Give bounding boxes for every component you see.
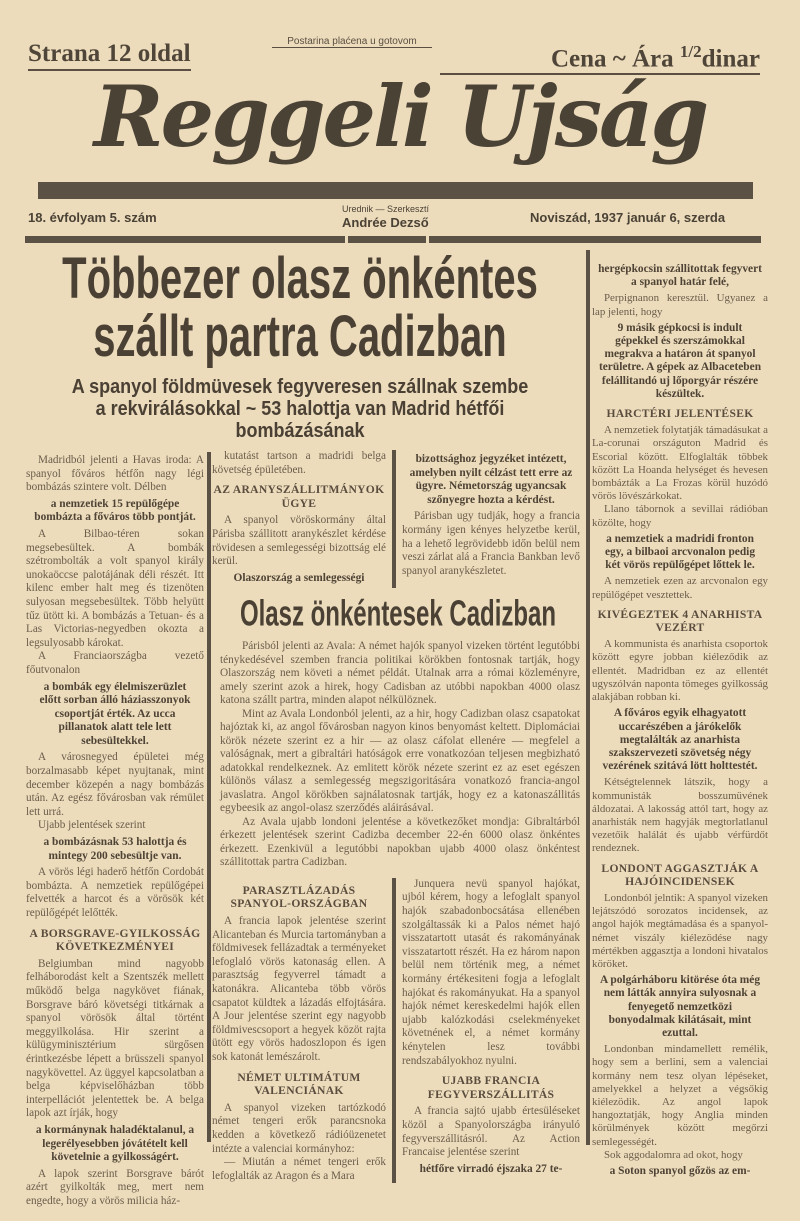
column-rule <box>207 452 211 1142</box>
wide-article <box>212 640 584 870</box>
paragraph: A spanyol vizeken tartózkodó német tengeri erők parancsnoka kedden a következő rádióüzenetet intézte a valenciai kormányhoz: <box>212 1101 386 1155</box>
column-rule <box>586 250 590 1145</box>
bold-paragraph: a kormánynak haladéktalanul, a legerélyesebben jóvátételt kell követelnie a gyilkosságért. <box>35 1123 195 1164</box>
postage-note: Postarina plaćena u gotovom <box>272 36 432 48</box>
column-4 <box>592 260 768 1181</box>
volume-number: 18. évfolyam 5. szám <box>28 210 157 225</box>
bold-paragraph: 9 másik gépkocsi is indult gépekkel és szerszámokkal megrakva a határon át spanyol területre. A gépek az Albaceteben felállitandó uj lőporgyár részére készültek. <box>598 321 762 400</box>
paragraph: A kommunista és anarhista csoportok között egyre jobban kiéleződik az ellentét. Madridban ez az ellentét ugyszólván naponta tömeges gyilkosság alakjában robban ki. <box>592 638 768 704</box>
column-3-top <box>392 450 580 588</box>
bold-paragraph: hergépkocsin szállitottak fegyvert a spanyol határ felé, <box>598 263 762 289</box>
bold-paragraph: bizottsághoz jegyzéket intézett, amelyben nyilt célzást tett erre az ügyre. Németország ugyancsak szőnyegre hozta a kérdést. <box>409 453 573 506</box>
bold-paragraph: a nemzetiek 15 repülőgépe bombázta a főváros több pontját. <box>34 497 196 524</box>
paragraph: Madridból jelenti a Havas iroda: A spanyol főváros hétfőn nagy légi bombázás szintere volt. Délben <box>26 454 204 494</box>
paragraph: A Bilbao-téren sokan megsebesültek. A bombák szétrombolták a volt spanyol király unokaöccse palotájának déli részét. Itt kilenc ember halt meg és tizenöten sulyosan megsebesültek. Több helyütt tűz ütött ki. A bombázás a Tetuan- és a Las Victorias-negyedben okozta a legsulyosabb károkat. <box>26 527 204 649</box>
paragraph: Párisban ugy tudják, hogy a francia kormány igen kényes helyzetbe kerül, ha a lehető legrövidebb időn belül nem veszi zárlat alá a Francia Bankban levő spanyol aranykészletet. <box>402 510 580 577</box>
page-count: Strana 12 oldal <box>28 40 191 71</box>
paragraph: Perpignanon keresztül. Ugyanez a lap jelenti, hogy <box>592 292 768 318</box>
paragraph: A nemzetiek folytatják támadásukat a La-corunai országuton Madrid és Escorial között. Elfoglalták többek között La Hoanda helységet és hevesen bombázták a La Frozas körül huzódó vörös lövészárkokat. <box>592 424 768 503</box>
paragraph: kutatást tartson a madridi belga követség épületében. <box>212 450 386 476</box>
paragraph: Kétségtelennek látszik, hogy a kommunisták bosszumüvének áldozatai. A lakosság attól tart, hogy az anarhisták nem hagyják megtorlatlanul vezetőik halálát és ujabb vérfürdőt rendeznek. <box>592 776 768 855</box>
column-3-bottom <box>392 878 580 1183</box>
subheadline-line1: A spanyol földmüvesek fegyveresen szállnak szembe <box>71 374 529 398</box>
bold-paragraph: a bombázásnak 53 halottja és mintegy 200 sebesültje van. <box>43 836 187 862</box>
paragraph: A francia sajtó ujabb értesüléseket közöl a Spanyolországba irányuló fegyverszállitásról. Az Action Francaise jelentése szerint <box>402 1105 580 1159</box>
divider-rule <box>348 236 426 243</box>
paragraph: Londonból jelntik: A spanyol vizeken lejátszódó sorozatos incidensek, az angol hajók megtámadása és a spanyol-német viszály kiélezödése nagy mértékben aggasztja a londoni hivatalos köröket. <box>592 891 768 970</box>
paragraph: A Franciaországba vezető főutvonalon <box>26 650 204 676</box>
masthead-bar <box>38 182 753 199</box>
top-row <box>212 450 584 588</box>
paragraph: A spanyol vöröskormány által Párisba szállitott aranykészlet kérdése rövidesen a semlegességi bizottság elé kerül. <box>212 514 386 568</box>
price-unit: dinar <box>701 45 760 73</box>
second-headline-text: Olasz önkéntesek Cadizban <box>239 594 557 635</box>
main-headline-line1: Többezer olasz önkéntes <box>62 247 538 311</box>
section-heading: NÉMET ULTIMÁTUM VALENCIÁNAK <box>237 1070 361 1098</box>
paragraph: Ujabb jelentések szerint <box>38 819 146 832</box>
section-heading: LONDONT AGGASZTJÁK A HAJÓINCIDENSEK <box>601 861 759 888</box>
column-2-top <box>212 450 392 588</box>
bold-paragraph: a Soton spanyol gőzös az em- <box>609 1165 751 1177</box>
paragraph: A nemzetiek ezen az arcvonalon egy repülőgépet vesztettek. <box>592 575 768 601</box>
subheadline-line3: bombázásának <box>235 418 365 442</box>
paragraph: Az Avala ujabb londoni jelentése a következőket mondja: Gibraltárból érkezett jelentések szerint Cadizba december 22-én 6000 olasz önkéntes érkezett. Ezenkivül a legutóbbi napokban ujabb 4000 olasz önkéntest szállitottak partra Cadizban. <box>220 815 580 869</box>
divider-rule <box>429 236 761 243</box>
bold-paragraph: Olaszország a semlegességi <box>233 571 365 584</box>
bold-paragraph: a bombák egy élelmiszerüzlet előtt sorban álló háziasszonyok csoportját érték. Az ucca pillanatok alatt tele lett sebesültekkel. <box>39 680 191 747</box>
second-headline <box>212 596 584 634</box>
bottom-row <box>212 878 584 1183</box>
paragraph: A vörös légi haderő hétfőn Cordobát bombázta. A nemzetiek repülőgépei felvették a harcot és a vörösök két repülőgépét lelőtték. <box>26 866 204 919</box>
bold-paragraph: A főváros egyik elhagyatott uccarészében a járókelők megtalálták az anarhista szakszervezeti szövetség négy vezérének szitává lött holttestét. <box>602 707 758 773</box>
paragraph: Londonban mindamellett remélik, hogy sem a berlini, sem a valenciai kormány nem tesz olyan lépéseket, amelyekkel a helyzet a végsőkig kiélezödik. Az angol lapok hangoztatják, hogy Anglia minden körülmények között megőrzi semlegességét. <box>592 1043 768 1148</box>
section-heading: UJABB FRANCIA FEGYVERSZÁLLITÁS <box>427 1074 555 1101</box>
section-heading: HARCTÉRI JELENTÉSEK <box>606 407 754 421</box>
paragraph: — Miután a német tengeri erők lefoglalták az Aragon és a Mara <box>212 1156 386 1182</box>
paragraph: A francia lapok jelentése szerint Alicanteban és Murcia tartományban a földmivesek fellázadtak a terményeket lefoglaló vörös katonaság ellen. A parasztság fegyverrel támadt a katonákra. Alicanteba több vörös csapatot küldtek a lázadás elfojtására. A Jour jelentése szerint egy nagyobb földmivescsoport a hegyek közöt rajta ütött egy vörös hadoszlopon és igen sok katonát lemészárolt. <box>212 915 386 1063</box>
paragraph: Llano tábornok a sevillai rádióban közölte, hogy <box>592 503 768 529</box>
section-heading: A BORSGRAVE-GYILKOSSÁG KÖVETKEZMÉNYEI <box>29 926 201 954</box>
paragraph: Sok aggodalomra ad okot, hogy <box>604 1148 743 1161</box>
section-heading: KIVÉGEZTEK 4 ANARHISTA VEZÉRT <box>597 607 763 635</box>
bold-paragraph: a nemzetiek a madridi fronton egy, a bilbaoi arcvonalon pedig két vörös repülőgépet lőttek le. <box>604 532 756 572</box>
section-heading: AZ ARANYSZÁLLITMÁNYOK ÜGYE <box>213 483 385 510</box>
masthead-logo: Reggeli Ujság <box>93 67 707 166</box>
editor-label: Urednik — Szerkesztí <box>342 204 430 214</box>
place-date: Noviszád, 1937 január 6, szerda <box>530 210 726 225</box>
paragraph: Belgiumban mind nagyobb felháborodást kelt a Szentszék mellett működő belga nagykövet fiának, Borsgrave báró követségi titkárnak a spanyol vörösök által történt meggyilkolása. Hir szerint a külügyminisztérium sürgősen érintkezésbe lépett a brüsszeli spanyol nagykövettel. Az üggyel kapcsolatban a belga képviselőházban több interpellációt jelentettek be. A belga lapok azt írják, hogy <box>26 957 205 1120</box>
column-2-bottom <box>212 878 392 1183</box>
section-heading: PARASZTLÁZADÁS SPANYOL-ORSZÁGBAN <box>230 883 368 911</box>
middle-section <box>212 450 584 1183</box>
paragraph: A lapok szerint Borsgrave bárót azért gyilkolták meg, mert nem engedte, hogy a vörös milicia ház- <box>26 1167 204 1207</box>
column-1 <box>26 454 204 1208</box>
editor-name: Andrée Dezső <box>342 215 429 230</box>
paragraph: Junquera nevü spanyol hajókat, ujból kérem, hogy a lefoglalt spanyol hajók szabadonbocsátása ellenében szolgáltassák ki a Palos német hajó visszatartott utasát és rakományának visszatartott részét. Ha ez három napon belül nem történik meg, a német kormány értékesiteni fogja a lefoglalt hajókat és rakományukat. Ha a spanyol hajók német kereskedelmi hajók ellen ujabb kalózkodási cselekményeket követnének el, a német kormány kénytelen lesz további rendszabályokhoz nyulni. <box>402 877 580 1067</box>
paragraph: Párisból jelenti az Avala: A német hajók spanyol vizeken történt legutóbbi ténykedésével szemben francia politikai körökben fontosnak tartják, hogy Olaszország nem követi a német példát. Utalnak arra a római közleményre, amely szerint azok a hirek, hogy Cadisban az utóbbi napokban 4000 olasz katona szállt partra, minden alapot nélkülöznek. <box>220 640 580 707</box>
price-fraction: 1/2 <box>679 42 702 61</box>
price-prefix: Cena ~ Ára <box>550 45 680 73</box>
bold-paragraph: hétfőre virradó éjszaka 27 te- <box>419 1162 563 1175</box>
bold-paragraph: A polgárháboru kitörése óta még nem látták annyira sulyosnak a fenyegető nemzetközi bonyodalmak kilátásait, mint ezuttal. <box>599 974 761 1039</box>
paragraph: A városnegyed épületei még borzalmasabb képet nyujtanak, mint december közepén a nagy bombázás után. Az egész fővárosban vak rémület lett urrá. <box>26 751 204 818</box>
main-headline-line2: szállt partra Cadizban <box>93 305 507 369</box>
divider-rule <box>25 236 345 243</box>
paragraph: Mint az Avala Londonból jelenti, az a hir, hogy Cadizban olasz csapatokat hajóztak ki, az angol fővárosban nagyon kinos benyomást keltett. Diplomáciai körök nézete szerint ez a hir — az olasz cáfolat ellenére — megfelel a valóságnak, mert a gibraltári hatóságok erre vonatkozóan teljesen megbizható adatokkal rendelkeznek. Az emlitett körök nézete szerint ez az eset egészen különös válasz a semlegesség megszigoritására vonatkozó francia-angol javaslatra. Angol körökben sajnálatosnak tartják, hogy ez a katonaszállitás egybeesik az angol-olasz szerződés aláirásával. <box>220 707 580 815</box>
subheadline-line2: a rekvirálásokkal ~ 53 halottja van Madrid hétfői <box>95 396 505 420</box>
